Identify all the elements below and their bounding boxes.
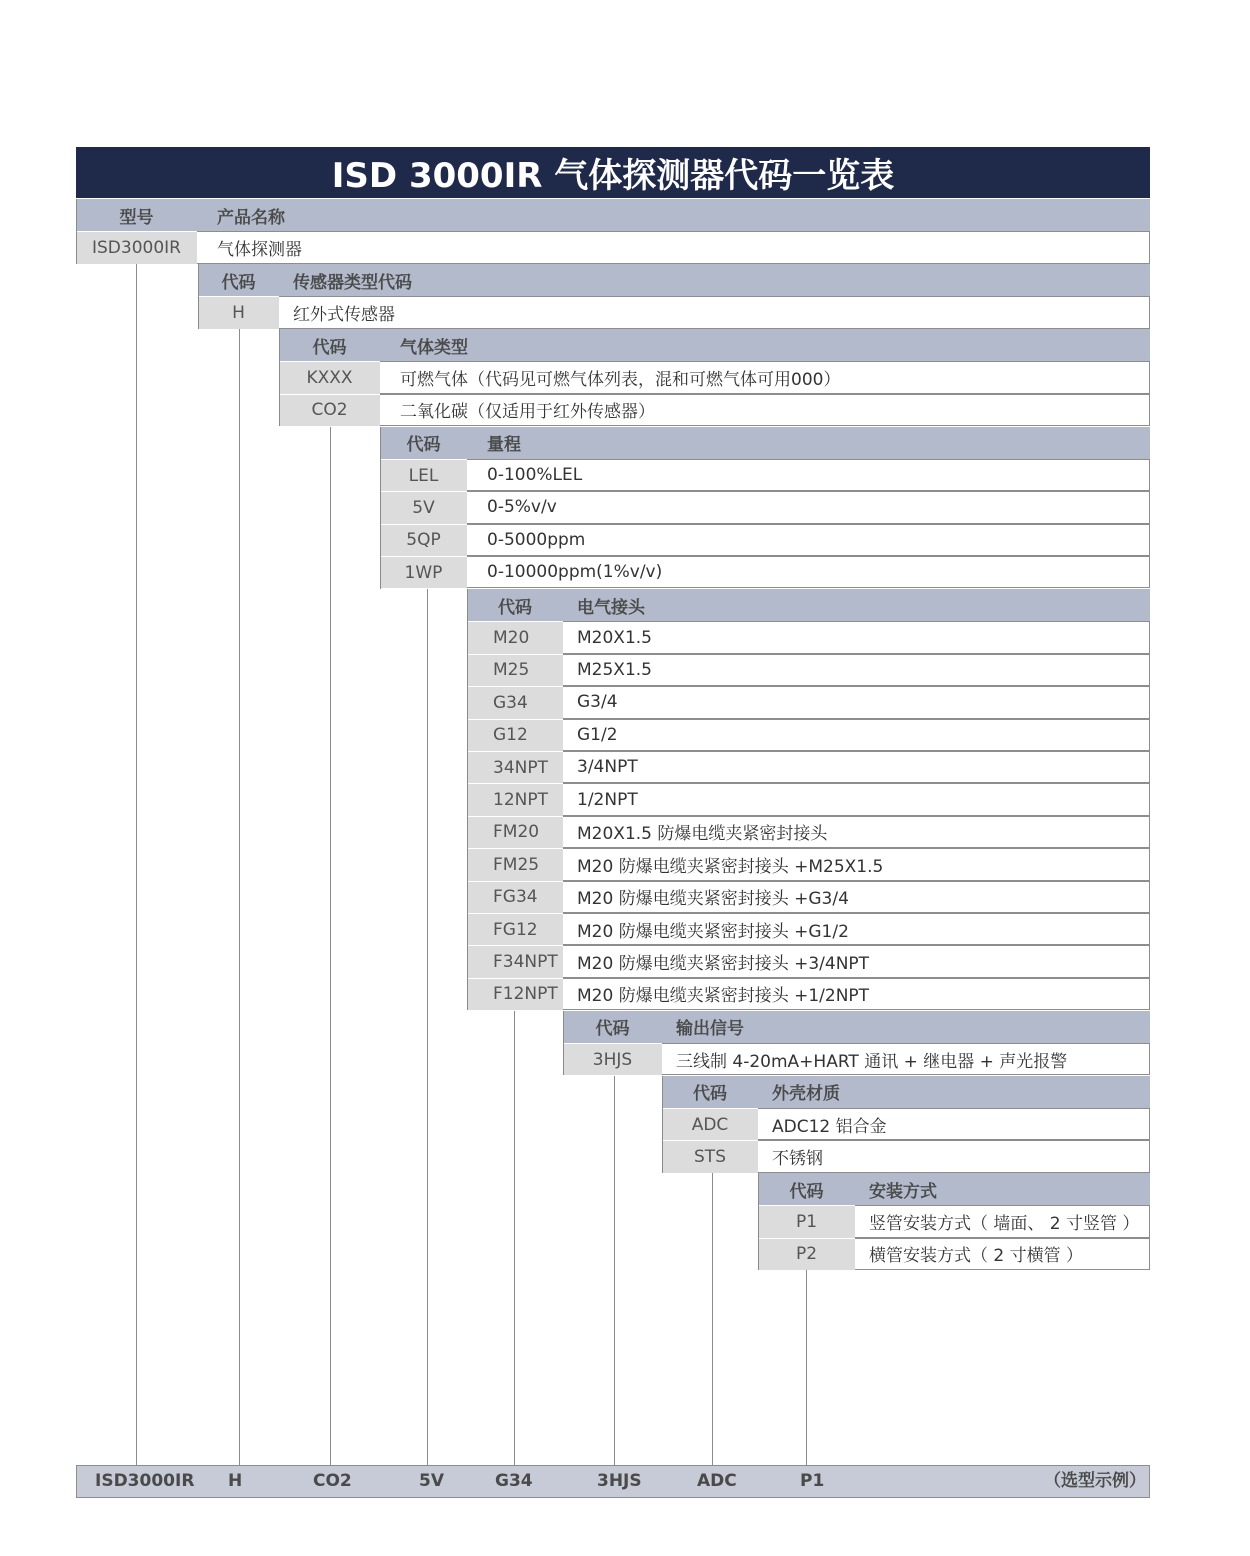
example-label: （选型示例） <box>1044 1471 1146 1491</box>
example-code-output: 3HJS <box>597 1471 642 1491</box>
section-5-row-code: M20 <box>467 621 563 653</box>
section-1-border <box>76 199 77 264</box>
section-5-row-desc: G3/4 <box>563 686 1150 718</box>
section-5-row-desc: M25X1.5 <box>563 654 1150 686</box>
example-code-housing: ADC <box>697 1471 737 1491</box>
section-4-border <box>380 427 381 589</box>
connector-line <box>806 1270 807 1465</box>
section-5-row-desc: M20 防爆电缆夹紧密封接头 +1/2NPT <box>563 978 1150 1010</box>
section-4-code-header: 代码 <box>380 427 467 459</box>
example-code-mounting: P1 <box>800 1471 825 1491</box>
section-5-row-code: F12NPT <box>467 978 563 1010</box>
section-8-row-code: P2 <box>758 1238 855 1270</box>
section-8-code-header: 代码 <box>758 1173 855 1205</box>
connector-line <box>136 264 137 1465</box>
section-3-row-desc: 可燃气体（代码见可燃气体列表，混和可燃气体可用000） <box>380 361 1150 393</box>
section-5-row-desc: 3/4NPT <box>563 751 1150 783</box>
section-7-row-code: STS <box>662 1140 758 1172</box>
page-title: ISD 3000IR 气体探测器代码一览表 <box>76 147 1150 198</box>
section-2-row-code: H <box>198 296 279 328</box>
section-1-row-desc: 气体探测器 <box>197 231 1150 263</box>
section-2-row-desc: 红外式传感器 <box>279 296 1150 328</box>
section-4-row-desc: 0-5%v/v <box>467 491 1150 523</box>
connector-line <box>330 427 331 1466</box>
section-1-code-header: 型号 <box>76 199 197 231</box>
section-5-row-desc: M20 防爆电缆夹紧密封接头 +3/4NPT <box>563 945 1150 977</box>
section-1-row-code: ISD3000IR <box>76 231 197 263</box>
section-5-row-desc: M20 防爆电缆夹紧密封接头 +G3/4 <box>563 881 1150 913</box>
section-2-border <box>198 264 199 329</box>
section-4-row-desc: 0-10000ppm(1%v/v) <box>467 556 1150 588</box>
section-6-code-header: 代码 <box>563 1011 662 1043</box>
section-5-row-code: FM20 <box>467 816 563 848</box>
section-7-row-desc: 不锈钢 <box>758 1140 1150 1172</box>
section-5-row-desc: M20X1.5 防爆电缆夹紧密封接头 <box>563 816 1150 848</box>
connector-line <box>514 1011 515 1466</box>
section-5-row-code: G34 <box>467 686 563 718</box>
section-7-row-code: ADC <box>662 1108 758 1140</box>
section-6-border <box>563 1011 564 1076</box>
section-2-desc-header: 传感器类型代码 <box>279 264 1150 296</box>
connector-line <box>239 329 240 1465</box>
section-5-row-code: 12NPT <box>467 783 563 815</box>
section-7-desc-header: 外壳材质 <box>758 1076 1150 1108</box>
section-5-row-code: FG34 <box>467 881 563 913</box>
section-5-row-desc: M20 防爆电缆夹紧密封接头 +M25X1.5 <box>563 848 1150 880</box>
section-6-desc-header: 输出信号 <box>662 1011 1150 1043</box>
example-code-range: 5V <box>419 1471 444 1491</box>
section-4-desc-header: 量程 <box>467 427 1150 459</box>
section-5-row-desc: M20 防爆电缆夹紧密封接头 +G1/2 <box>563 913 1150 945</box>
section-8-row-code: P1 <box>758 1205 855 1237</box>
example-code-connector: G34 <box>495 1471 533 1491</box>
section-5-row-code: G12 <box>467 719 563 751</box>
section-8-desc-header: 安装方式 <box>855 1173 1150 1205</box>
section-3-row-code: CO2 <box>279 394 380 426</box>
section-6-row-code: 3HJS <box>563 1043 662 1075</box>
section-7-row-desc: ADC12 铝合金 <box>758 1108 1150 1140</box>
section-4-row-code: 1WP <box>380 556 467 588</box>
section-5-desc-header: 电气接头 <box>563 589 1150 621</box>
section-5-row-code: 34NPT <box>467 751 563 783</box>
section-7-border <box>662 1076 663 1173</box>
section-8-border <box>758 1173 759 1270</box>
section-5-row-desc: 1/2NPT <box>563 783 1150 815</box>
section-3-code-header: 代码 <box>279 329 380 361</box>
example-code-model: ISD3000IR <box>95 1471 195 1491</box>
section-5-row-code: M25 <box>467 654 563 686</box>
section-8-row-desc: 横管安装方式（ 2 寸横管 ） <box>855 1238 1150 1270</box>
section-1-desc-header: 产品名称 <box>197 199 1150 231</box>
section-5-row-code: FM25 <box>467 848 563 880</box>
connector-line <box>614 1076 615 1466</box>
section-5-row-code: FG12 <box>467 913 563 945</box>
connector-line <box>427 589 428 1465</box>
example-code-gas: CO2 <box>313 1471 352 1491</box>
section-3-row-desc: 二氧化碳（仅适用于红外传感器） <box>380 394 1150 426</box>
section-4-row-desc: 0-5000ppm <box>467 524 1150 556</box>
connector-line <box>712 1173 713 1465</box>
section-5-row-desc: M20X1.5 <box>563 621 1150 653</box>
section-5-row-code: F34NPT <box>467 945 563 977</box>
section-5-code-header: 代码 <box>467 589 563 621</box>
section-3-row-code: KXXX <box>279 361 380 393</box>
section-5-border <box>467 589 468 1010</box>
section-7-code-header: 代码 <box>662 1076 758 1108</box>
section-4-row-code: 5QP <box>380 524 467 556</box>
section-8-row-desc: 竖管安装方式（ 墙面、 2 寸竖管 ） <box>855 1205 1150 1237</box>
section-4-row-code: 5V <box>380 491 467 523</box>
section-6-row-desc: 三线制 4-20mA+HART 通讯 + 继电器 + 声光报警 <box>662 1043 1150 1075</box>
section-5-row-desc: G1/2 <box>563 719 1150 751</box>
section-4-row-code: LEL <box>380 459 467 491</box>
selection-example-bar <box>76 1465 1150 1498</box>
example-code-sensor: H <box>228 1471 243 1491</box>
section-3-border <box>279 329 280 426</box>
section-2-code-header: 代码 <box>198 264 279 296</box>
section-4-row-desc: 0-100%LEL <box>467 459 1150 491</box>
section-3-desc-header: 气体类型 <box>380 329 1150 361</box>
